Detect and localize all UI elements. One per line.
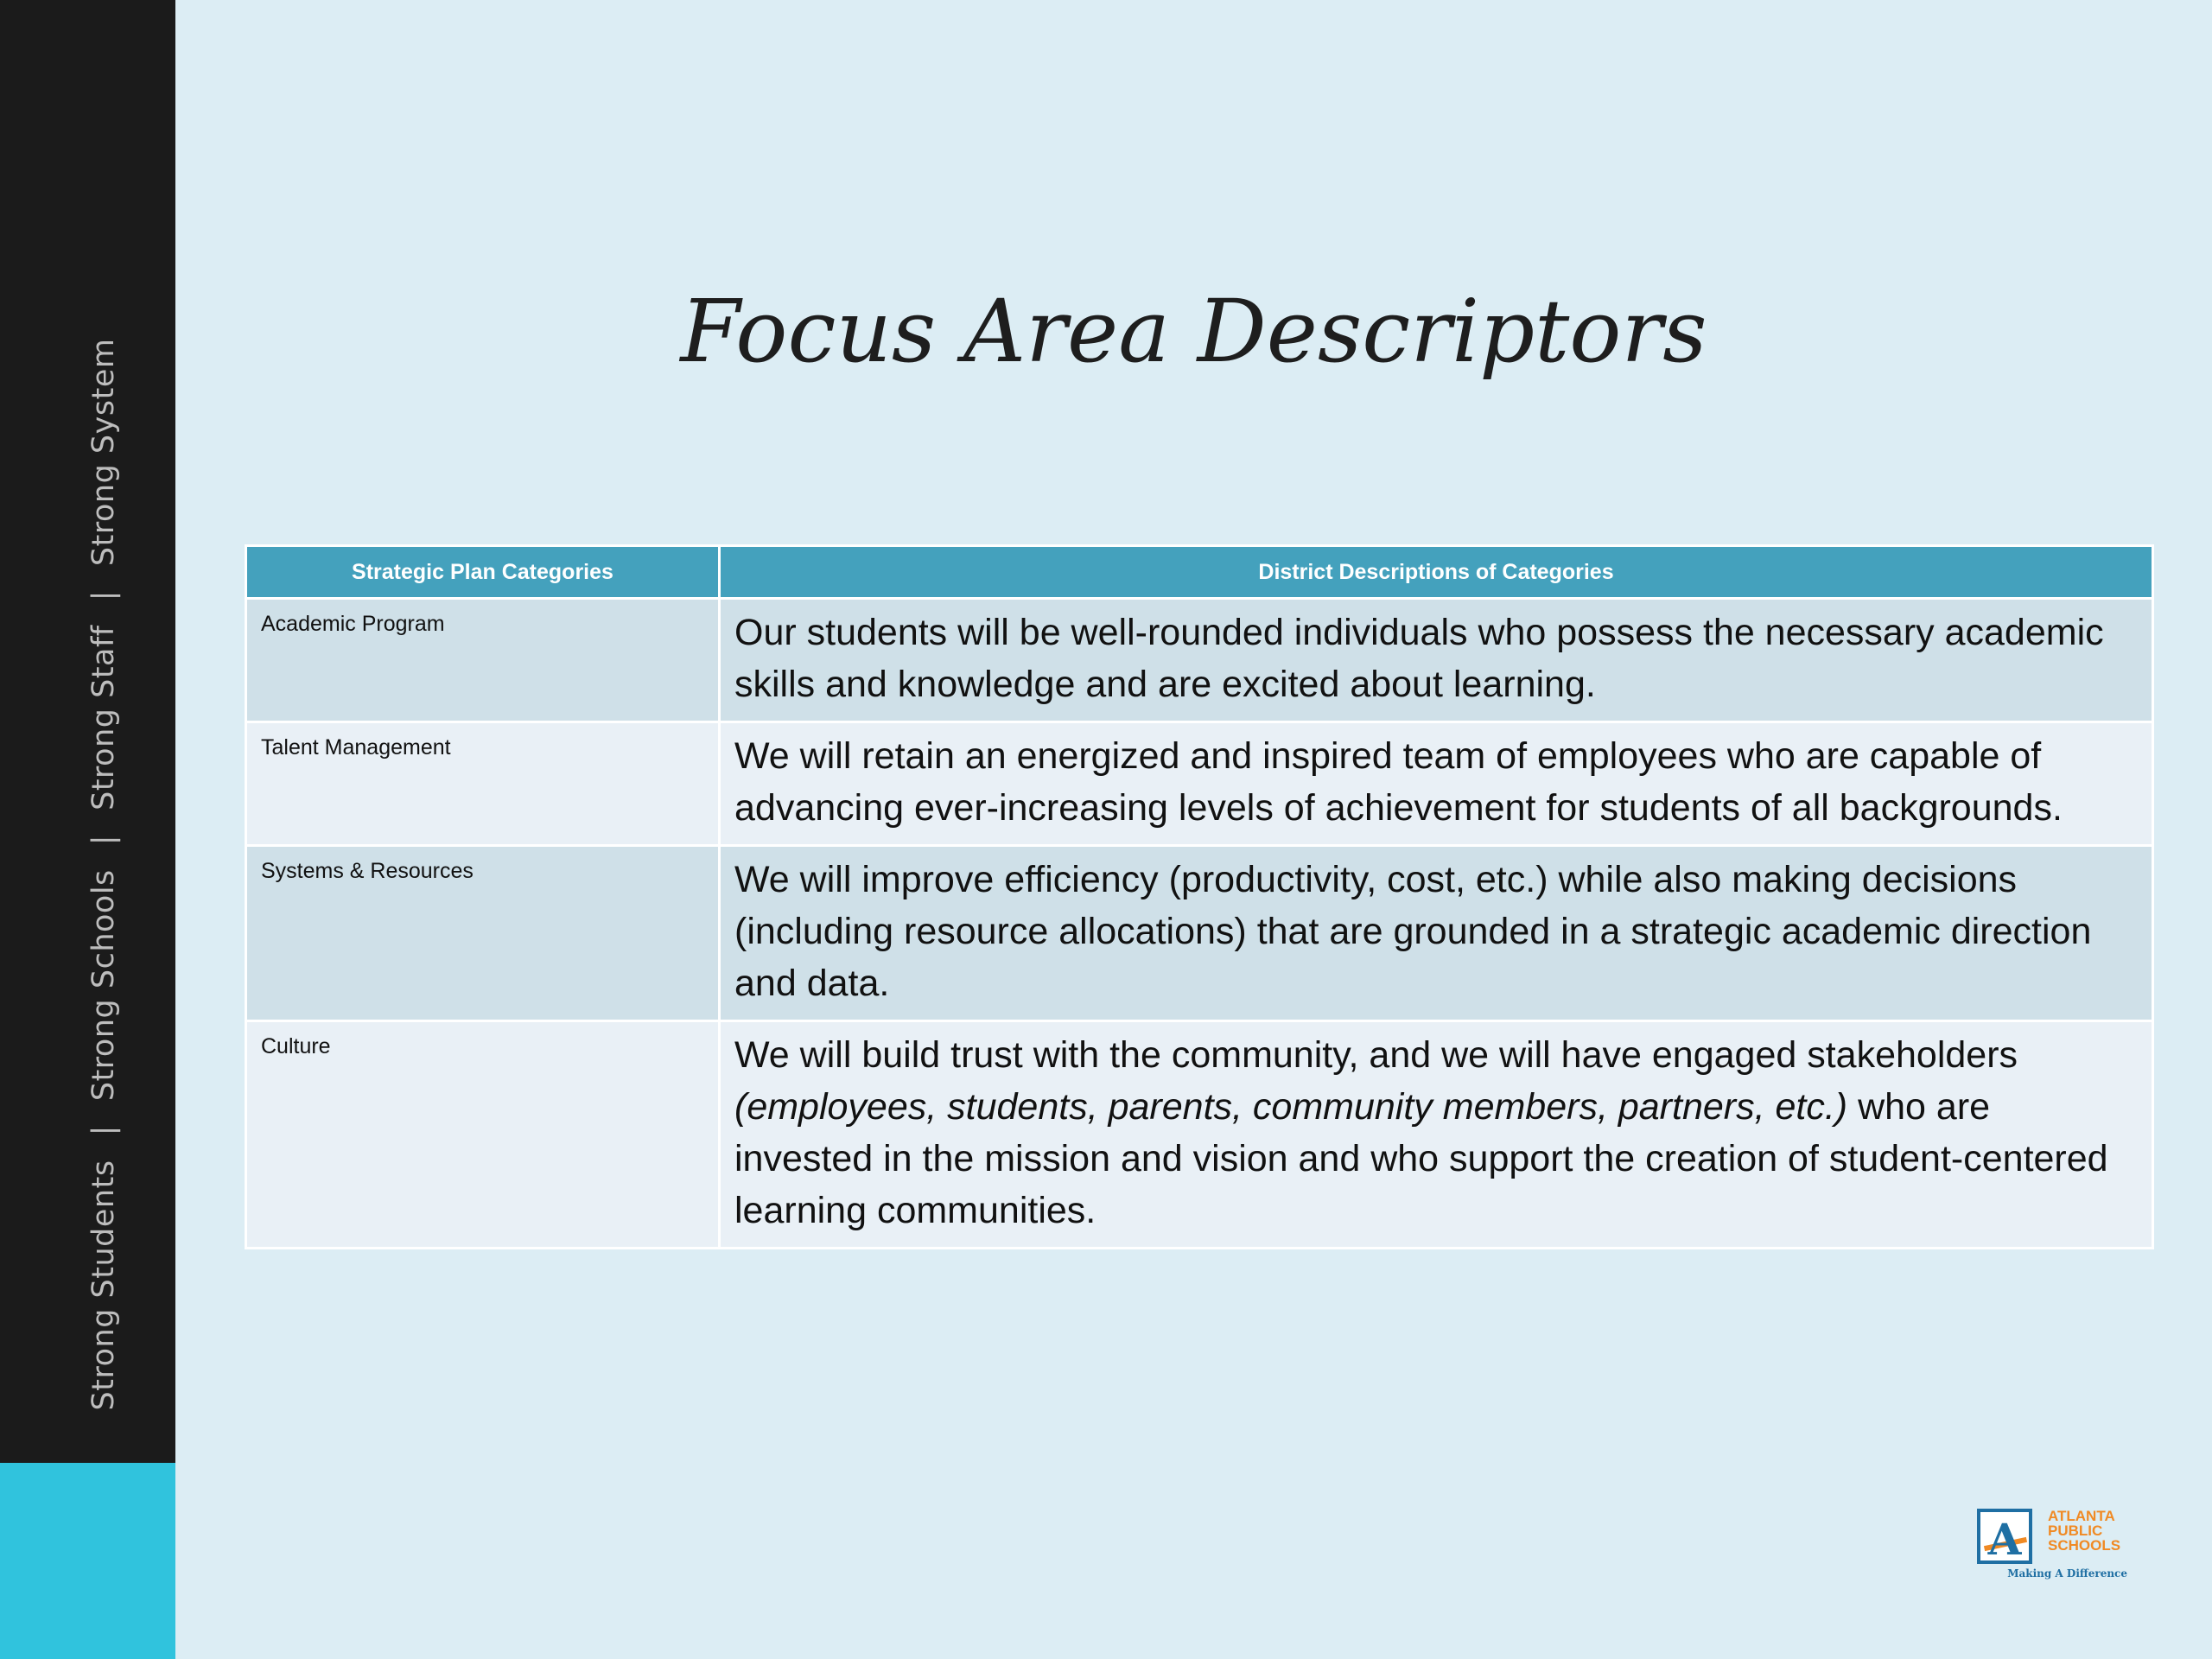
table-row (246, 1021, 2153, 1249)
table-row (246, 599, 2153, 722)
description-italic-text: (employees, students, parents, community members, partners, etc.) (734, 1086, 1848, 1128)
description-cell: Our students will be well-rounded individuals who possess the necessary academic skills and knowledge and are excited about learning. (720, 599, 2153, 722)
tagline-separator: | (86, 590, 121, 601)
table-row (246, 846, 2153, 1021)
logo-letter: A (1987, 1514, 2022, 1565)
logo-tagline: Making A Difference (2007, 1567, 2127, 1580)
table-header-row (246, 546, 2153, 599)
category-cell: Culture (246, 1021, 720, 1249)
header-descriptions: District Descriptions of Categories (720, 546, 2153, 599)
logo-word: PUBLIC (2048, 1522, 2103, 1539)
description-text: who are invested in the mission and vision and who support the creation of student-centered learning communities. (734, 1086, 2108, 1231)
tagline-item: Strong Staff (86, 625, 121, 810)
logo-mark-icon (1977, 1509, 2032, 1564)
sidebar-tagline (86, 339, 121, 1411)
tagline-separator: | (86, 834, 121, 846)
description-cell (720, 1021, 2153, 1249)
tagline-item: Strong Students (86, 1160, 121, 1411)
logo-word: SCHOOLS (2048, 1537, 2121, 1554)
header-categories: Strategic Plan Categories (246, 546, 720, 599)
description-text: We will build trust with the community, and we will have engaged stakeholders (734, 1034, 2018, 1076)
tagline-separator: | (86, 1125, 121, 1136)
focus-area-table (245, 544, 2154, 1249)
logo-word: ATLANTA (2048, 1508, 2115, 1524)
category-cell: Talent Management (246, 722, 720, 846)
category-cell: Academic Program (246, 599, 720, 722)
atlanta-public-schools-logo (1977, 1509, 2127, 1581)
logo-words (2048, 1509, 2120, 1553)
sidebar-accent-bar (0, 1463, 175, 1659)
category-cell: Systems & Resources (246, 846, 720, 1021)
description-cell: We will improve efficiency (productivity, cost, etc.) while also making decisions (including resource allocations) that are grounded in a strategic academic direction and data. (720, 846, 2153, 1021)
slide-title: Focus Area Descriptors (680, 281, 1707, 382)
tagline-item: Strong System (86, 338, 121, 567)
tagline-item: Strong Schools (86, 869, 121, 1102)
description-cell: We will retain an energized and inspired team of employees who are capable of advancing ever-increasing levels of achievement for students of all backgrounds. (720, 722, 2153, 846)
table-row (246, 722, 2153, 846)
